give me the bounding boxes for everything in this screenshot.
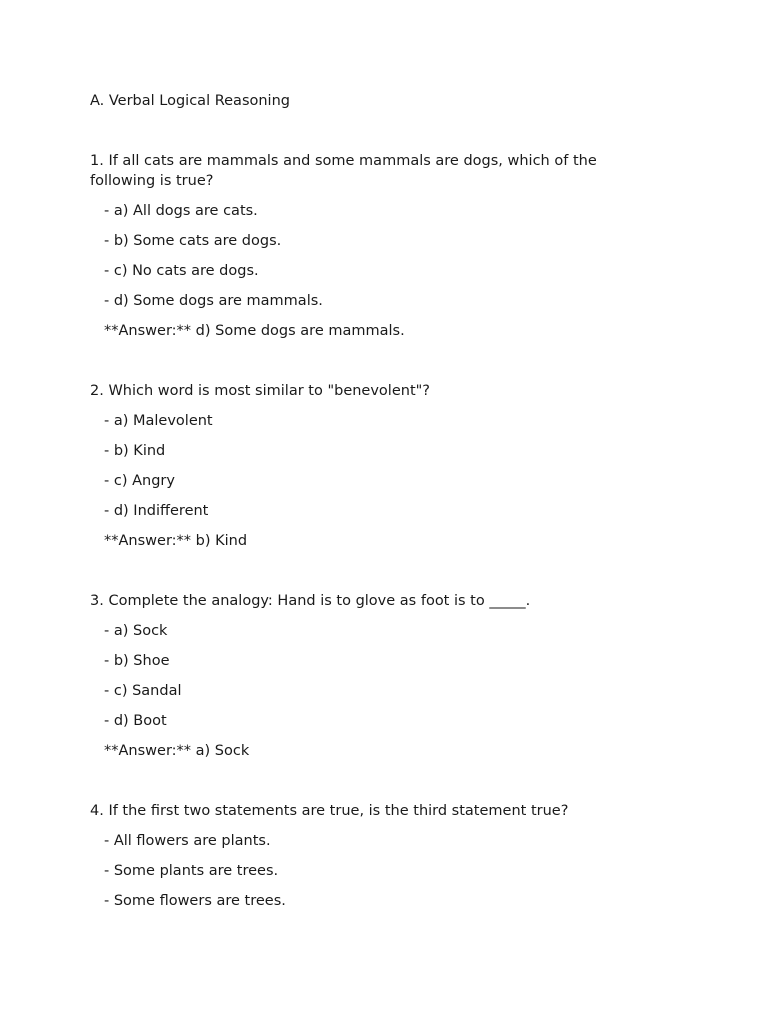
option-a: - a) Malevolent [104,413,213,429]
question-3 [90,591,650,761]
question-text: 2. Which word is most similar to "benevolent"? [90,383,430,399]
option-b: - b) Some cats are dogs. [104,233,282,249]
option-a: - a) Sock [104,623,168,639]
option-c: - c) Angry [104,473,175,489]
answer-line: **Answer:** d) Some dogs are mammals. [104,323,405,339]
question-4 [90,801,650,911]
statement-2: - Some plants are trees. [104,863,279,879]
answer-line: **Answer:** b) Kind [104,533,248,549]
question-text: 3. Complete the analogy: Hand is to glove as foot is to _____. [90,593,531,609]
question-1 [90,151,650,341]
option-d: - d) Boot [104,713,167,729]
question-2 [90,381,650,551]
statement-1: - All flowers are plants. [104,833,271,849]
option-d: - d) Some dogs are mammals. [104,293,323,309]
question-text: 4. If the first two statements are true, is the third statement true? [90,803,569,819]
document-page [90,91,650,951]
option-a: - a) All dogs are cats. [104,203,258,219]
option-b: - b) Shoe [104,653,170,669]
option-c: - c) No cats are dogs. [104,263,259,279]
option-b: - b) Kind [104,443,166,459]
answer-line: **Answer:** a) Sock [104,743,250,759]
option-d: - d) Indifferent [104,503,209,519]
option-c: - c) Sandal [104,683,182,699]
section-title: A. Verbal Logical Reasoning [90,93,290,109]
question-text: 1. If all cats are mammals and some mammals are dogs, which of the following is true? [90,153,597,189]
statement-3: - Some flowers are trees. [104,893,286,909]
